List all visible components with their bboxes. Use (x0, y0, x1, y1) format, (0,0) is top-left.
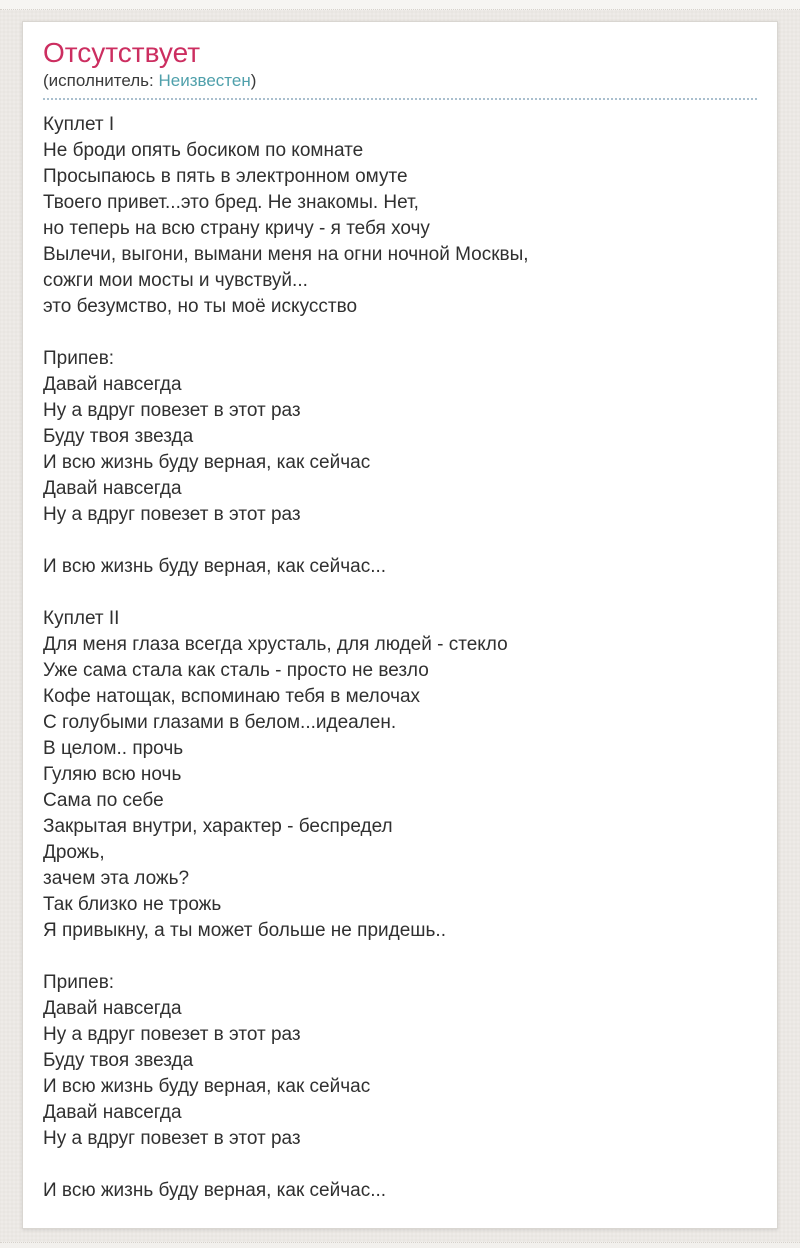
lyrics-text (43, 112, 757, 1204)
lyric-line: С голубыми глазами в белом...идеален. (43, 712, 397, 733)
lyric-line: И всю жизнь буду верная, как сейчас (43, 452, 371, 473)
lyric-line: Так близко не трожь (43, 894, 222, 915)
lyric-line: Давай навсегда (43, 478, 182, 499)
lyric-blank-line (43, 1152, 757, 1178)
lyric-line: Для меня глаза всегда хрусталь, для людей - стекло (43, 634, 508, 655)
lyric-line: это безумство, но ты моё искусство (43, 296, 358, 317)
lyrics-card (22, 21, 778, 1229)
lyric-line: Куплет I (43, 114, 115, 135)
lyric-line: Уже сама стала как сталь - просто не везло (43, 660, 429, 681)
page-bottom-strip (0, 1242, 800, 1248)
lyric-line: Ну а вдруг повезет в этот раз (43, 1024, 301, 1045)
lyric-line: Вылечи, выгони, вымани меня на огни ночной Москвы, (43, 244, 529, 265)
lyric-line: Закрытая внутри, характер - беспредел (43, 816, 393, 837)
lyric-line: И всю жизнь буду верная, как сейчас... (43, 556, 387, 577)
artist-label-suffix: ) (250, 71, 257, 90)
artist-link[interactable]: Неизвестен (158, 71, 251, 90)
lyric-line: Я привыкну, а ты может больше не придешь.. (43, 920, 446, 941)
lyric-line: Твоего привет...это бред. Не знакомы. Нет, (43, 192, 419, 213)
lyric-line: Буду твоя звезда (43, 1050, 194, 1071)
lyric-line: Ну а вдруг повезет в этот раз (43, 400, 301, 421)
lyric-line: И всю жизнь буду верная, как сейчас (43, 1076, 371, 1097)
artist-label-prefix: (исполнитель: (43, 71, 159, 90)
lyric-line: Не броди опять босиком по комнате (43, 140, 364, 161)
lyric-line: Буду твоя звезда (43, 426, 194, 447)
lyric-line: Давай навсегда (43, 998, 182, 1019)
lyric-line: Куплет II (43, 608, 120, 629)
song-title: Отсутствует (43, 37, 201, 68)
lyric-line: зачем эта ложь? (43, 868, 190, 889)
lyric-blank-line (43, 944, 757, 970)
lyric-blank-line (43, 320, 757, 346)
lyric-line: Ну а вдруг повезет в этот раз (43, 504, 301, 525)
lyric-line: Просыпаюсь в пять в электронном омуте (43, 166, 408, 187)
artist-line (43, 70, 757, 100)
lyric-line: Сама по себе (43, 790, 164, 811)
lyric-blank-line (43, 580, 757, 606)
lyric-line: Ну а вдруг повезет в этот раз (43, 1128, 301, 1149)
lyric-line: В целом.. прочь (43, 738, 184, 759)
lyric-line: И всю жизнь буду верная, как сейчас... (43, 1180, 387, 1201)
lyric-line: но теперь на всю страну кричу - я тебя хочу (43, 218, 430, 239)
lyric-line: Гуляю всю ночь (43, 764, 182, 785)
lyric-line: Кофе натощак, вспоминаю тебя в мелочах (43, 686, 421, 707)
lyric-line: Давай навсегда (43, 1102, 182, 1123)
lyric-line: Давай навсегда (43, 374, 182, 395)
lyric-line: Припев: (43, 348, 115, 369)
lyric-line: Дрожь, (43, 842, 105, 863)
lyric-line: Припев: (43, 972, 115, 993)
lyric-blank-line (43, 528, 757, 554)
page-top-strip (0, 0, 800, 10)
lyric-line: сожги мои мосты и чувствуй... (43, 270, 308, 291)
